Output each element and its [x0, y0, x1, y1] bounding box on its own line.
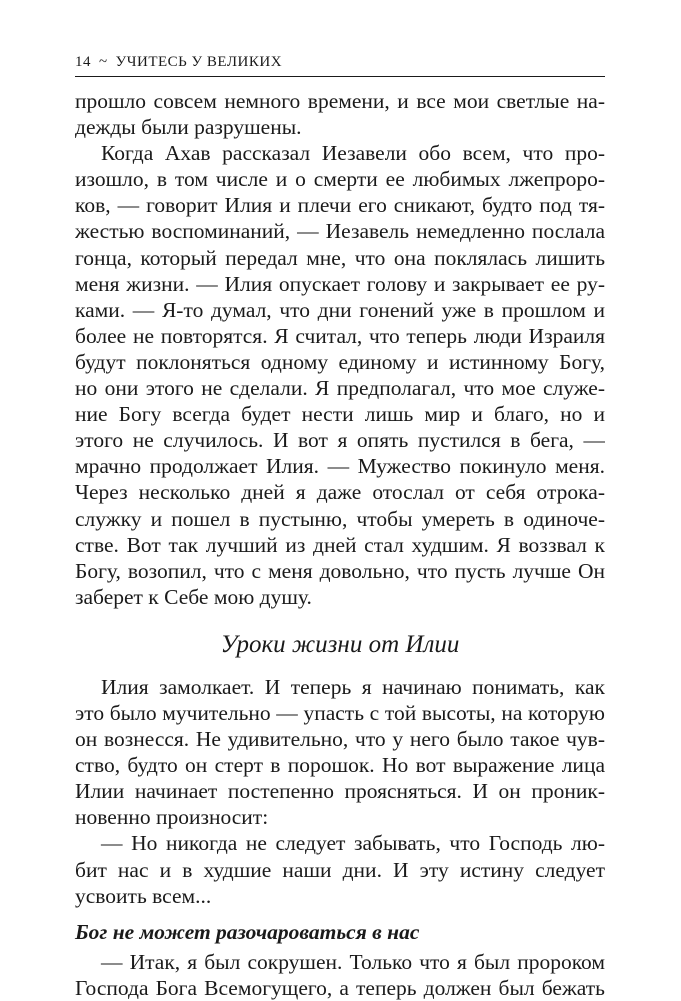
text-line: — Итак, я был сокрушен. Только что я был пророком: [101, 949, 605, 974]
text-line: Когда Ахав рассказал Иезавели обо всем, что про-: [101, 141, 605, 166]
paragraph-4: [75, 830, 605, 908]
text-line: он вознесся. Не удивительно, что у него было такое чув-: [75, 727, 605, 752]
header-separator: ~: [99, 54, 108, 70]
text-line: но они этого не сделали. Я предполагал, что мое служе-: [75, 376, 605, 401]
paragraph-1: [75, 88, 605, 140]
text-line: мрачно продолжает Илия. — Мужество покинуло меня.: [75, 454, 605, 479]
text-line: Через несколько дней я даже отослал от себя отрока-: [75, 480, 605, 505]
text-line: стве. Вот так лучший из дней стал худшим. Я воззвал к: [75, 532, 605, 557]
text-line: бит нас и в худшие наши дни. И эту истину следует: [75, 857, 605, 882]
text-line: ков, — говорит Илия и плечи его сникают, будто под тя-: [75, 193, 605, 218]
paragraph-3: [75, 674, 605, 831]
page-number: 14: [75, 54, 91, 70]
subsection-title: Бог не может разочароваться в нас: [75, 919, 420, 944]
paragraph-2: [75, 140, 605, 610]
text-line: это было мучительно — упасть с той высоты, на которую: [75, 700, 605, 725]
text-line: ние Богу всегда будет нести лишь мир и благо, но и: [75, 402, 605, 427]
text-line: меня жизни. — Илия опускает голову и закрывает ее ру-: [75, 271, 605, 296]
page-body: [75, 88, 605, 1001]
header-rule: [75, 76, 605, 77]
text-line: ками. — Я-то думал, что дни гонений уже в прошлом и: [75, 297, 605, 322]
text-line: будут поклоняться одному единому и истинному Богу,: [75, 349, 605, 374]
text-line: Илия замолкает. И теперь я начинаю понимать, как: [101, 674, 605, 699]
text-line: — Но никогда не следует забывать, что Господь лю-: [101, 831, 605, 856]
text-line: дежды были разрушены.: [75, 115, 302, 140]
text-line: Илии начинает постепенно проясняться. И он проник-: [75, 779, 605, 804]
text-line: усвоить всем...: [75, 883, 212, 908]
text-line: заберет к Себе мою душу.: [75, 584, 312, 609]
paragraph-5: [75, 949, 605, 1001]
text-line: Богу, возопил, что с меня довольно, что пусть лучше Он: [75, 558, 605, 583]
section-title: Уроки жизни от Илии: [220, 630, 460, 658]
running-title: УЧИТЕСЬ У ВЕЛИКИХ: [115, 54, 283, 70]
text-line: Господа Бога Всемогущего, а теперь должен был бежать: [75, 975, 605, 1000]
text-line: этого не случилось. И вот я опять пустился в бега, —: [75, 428, 605, 453]
running-header: [75, 52, 605, 72]
text-line: прошло совсем немного времени, и все мои светлые на-: [75, 89, 605, 113]
text-line: ство, будто он стерт в порошок. Но вот выражение лица: [75, 753, 605, 778]
text-line: жестью воспоминаний, — Иезавель немедленно послала: [75, 219, 605, 244]
text-line: новенно произносит:: [75, 805, 269, 830]
text-line: гонца, который передал мне, что она поклялась лишить: [75, 245, 605, 270]
text-line: более не повторятся. Я считал, что теперь люди Израиля: [75, 323, 605, 348]
text-line: изошло, в том числе и о смерти ее любимых лжепроро-: [75, 167, 605, 192]
text-line: служку и пошел в пустыню, чтобы умереть в одиноче-: [75, 506, 605, 531]
